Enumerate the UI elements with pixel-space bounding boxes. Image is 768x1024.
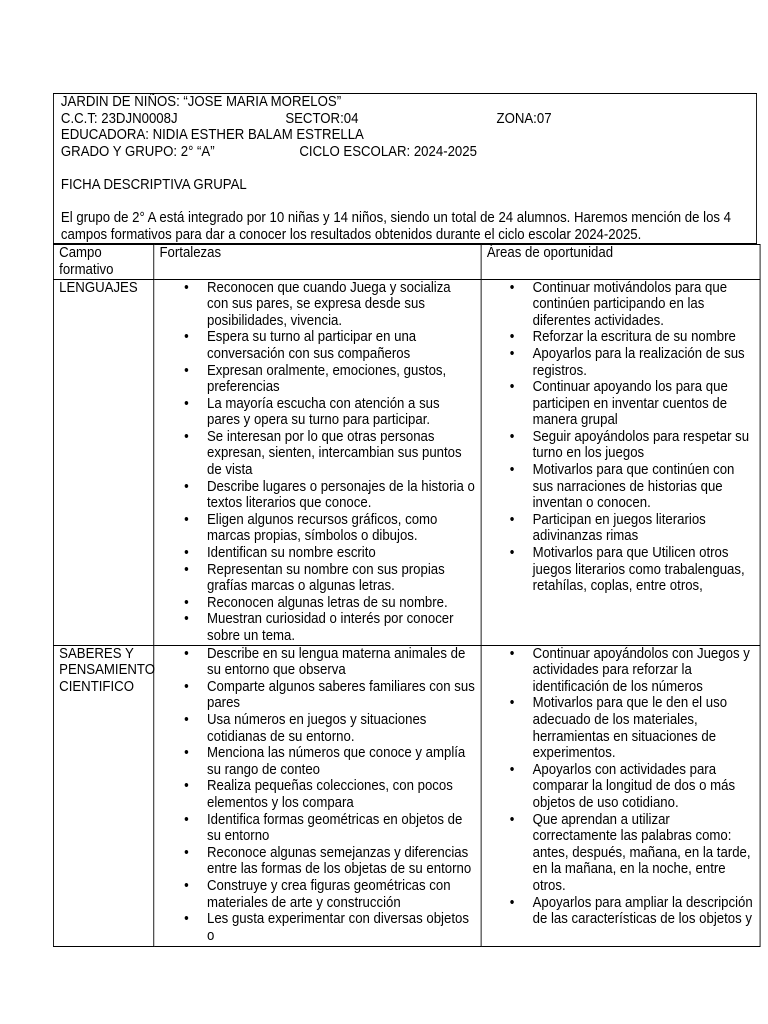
cct-code: C.C.T: 23DJN0008J bbox=[60, 109, 178, 127]
oportunidades-cell bbox=[481, 279, 760, 645]
list-item: • Motivarlos para que le den el uso adecuado de los materiales, herramientas en situaciones de experimentos. bbox=[533, 695, 755, 761]
list-item: • Continuar motivándolos para que continúen participando en las diferentes actividades. bbox=[533, 280, 755, 330]
list-item: • Apoyarlos con actividades para comparar la longitud de dos o más objetos de uso cotidiano. bbox=[533, 762, 755, 812]
list-item: • Reforzar la escritura de su nombre bbox=[533, 329, 755, 346]
list-item: • La mayoría escucha con atención a sus pares y opera su turno para participar. bbox=[207, 396, 475, 429]
table-row bbox=[53, 279, 760, 645]
list-item: • Reconoce algunas semejanzas y diferencias entre las formas de los objetas de su entorno bbox=[207, 845, 475, 878]
table-header-row bbox=[53, 245, 760, 279]
grado-grupo: GRADO Y GRUPO: 2° “A” bbox=[60, 142, 215, 160]
list-item: • Les gusta experimentar con diversas objetos o bbox=[207, 911, 475, 944]
list-item: • Reconocen que cuando Juega y socializa con sus pares, se expresa desde sus posibilidades, vivencia. bbox=[207, 280, 475, 330]
fortalezas-cell bbox=[154, 279, 481, 645]
zona: ZONA:07 bbox=[496, 109, 552, 127]
fortalezas-list bbox=[159, 280, 475, 645]
campo-cell: LENGUAJES bbox=[53, 279, 153, 645]
list-item: • Identifica formas geométricas en objetos de su entorno bbox=[207, 812, 475, 845]
document-page bbox=[53, 93, 753, 947]
list-item: • Representan su nombre con sus propias grafías marcas o algunas letras. bbox=[207, 562, 475, 595]
column-header-fortalezas: Fortalezas bbox=[154, 245, 481, 279]
list-item: • Construye y crea figuras geométricas con materiales de arte y construcción bbox=[207, 878, 475, 911]
list-item: • Comparte algunos saberes familiares con sus pares bbox=[207, 679, 475, 712]
document-header bbox=[54, 94, 756, 210]
list-item: • Seguir apoyándolos para respetar su turno en los juegos bbox=[533, 429, 755, 462]
document-title: FICHA DESCRIPTIVA GRUPAL bbox=[60, 175, 247, 193]
list-item: • Describe en su lengua materna animales de su entorno que observa bbox=[207, 646, 475, 679]
sector: SECTOR:04 bbox=[285, 109, 359, 127]
document-frame bbox=[53, 93, 757, 244]
campo-cell: SABERES Y PENSAMIENTO CIENTIFICO bbox=[53, 645, 153, 946]
list-item: • Expresan oralmente, emociones, gustos, preferencias bbox=[207, 363, 475, 396]
list-item: • Que aprendan a utilizar correctamente las palabras como: antes, después, mañana, en la tarde, en la mañana, en la noche, entre otros. bbox=[533, 812, 755, 895]
school-name: JARDIN DE NIÑOS: “JOSE MARIA MORELOS” bbox=[60, 93, 342, 110]
list-item: • Eligen algunos recursos gráficos, como marcas propias, símbolos o dibujos. bbox=[207, 512, 475, 545]
results-table bbox=[53, 244, 761, 946]
list-item: • Describe lugares o personajes de la historia o textos literarios que conoce. bbox=[207, 479, 475, 512]
list-item: • Menciona las números que conoce y amplía su rango de conteo bbox=[207, 745, 475, 778]
intro-paragraph: El grupo de 2° A está integrado por 10 niñas y 14 niños, siendo un total de 24 alumnos. Haremos mención de los 4 campos formativos para dar a conocer los resultados obtenidos durante el ciclo escolar 2024-2025. bbox=[60, 209, 732, 243]
list-item: • Continuar apoyando los para que participen en inventar cuentos de manera grupal bbox=[533, 379, 755, 429]
list-item: • Continuar apoyándolos con Juegos y actividades para reforzar la identificación de los números bbox=[533, 646, 755, 696]
list-item: • Reconocen algunas letras de su nombre. bbox=[207, 595, 475, 612]
fortalezas-cell bbox=[154, 645, 481, 946]
column-header-campo: Campo formativo bbox=[53, 245, 153, 279]
oportunidades-cell bbox=[481, 645, 760, 946]
school-codes-line bbox=[61, 111, 749, 128]
list-item: • Se interesan por lo que otras personas expresan, sienten, intercambian sus puntos de vista bbox=[207, 429, 475, 479]
list-item: • Espera su turno al participar en una conversación con sus compañeros bbox=[207, 329, 475, 362]
oportunidades-list bbox=[487, 280, 755, 595]
fortalezas-list bbox=[159, 646, 475, 945]
list-item: • Realiza pequeñas colecciones, con pocos elementos y los compara bbox=[207, 778, 475, 811]
list-item: • Usa números en juegos y situaciones cotidianas de su entorno. bbox=[207, 712, 475, 745]
educadora: EDUCADORA: NIDIA ESTHER BALAM ESTRELLA bbox=[60, 126, 364, 144]
grade-line bbox=[61, 144, 749, 161]
list-item: • Muestran curiosidad o interés por conocer sobre un tema. bbox=[207, 611, 475, 644]
list-item: • Motivarlos para que continúen con sus narraciones de historias que inventan o conocen. bbox=[533, 462, 755, 512]
list-item: • Identifican su nombre escrito bbox=[207, 545, 475, 562]
table-row bbox=[53, 645, 760, 946]
list-item: • Apoyarlos para ampliar la descripción de las características de los objetos y bbox=[533, 895, 755, 928]
list-item: • Participan en juegos literarios adivinanzas rimas bbox=[533, 512, 755, 545]
list-item: • Apoyarlos para la realización de sus registros. bbox=[533, 346, 755, 379]
oportunidades-list bbox=[487, 646, 755, 928]
list-item: • Motivarlos para que Utilicen otros juegos literarios como trabalenguas, retahílas, coplas, entre otros, bbox=[533, 545, 755, 595]
ciclo-escolar: CICLO ESCOLAR: 2024-2025 bbox=[299, 142, 477, 160]
column-header-oportunidades: Áreas de oportunidad bbox=[481, 245, 760, 279]
